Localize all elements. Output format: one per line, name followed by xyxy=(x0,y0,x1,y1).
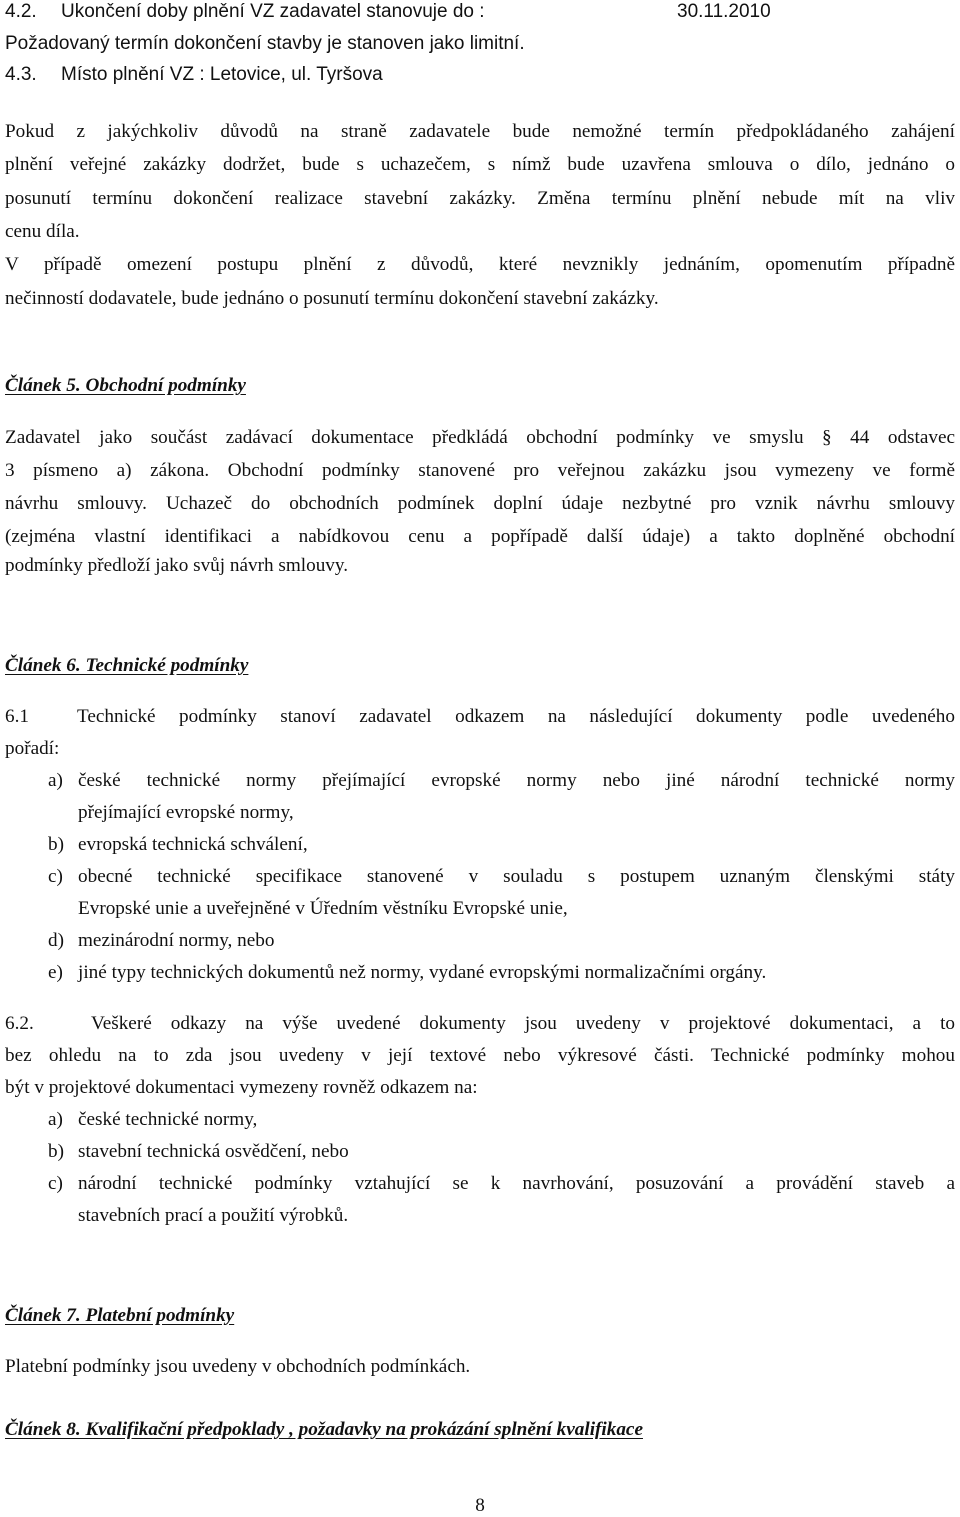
paragraph-line: Zadavatel jako součást zadávací dokumentace předkládá obchodní podmínky ve smyslu § 44 odstavec xyxy=(5,427,955,448)
section-6-2-number: 6.2. xyxy=(5,1013,34,1034)
paragraph-line: Platební podmínky jsou uvedeny v obchodních podmínkách. xyxy=(5,1356,471,1377)
section-4-2 xyxy=(5,0,771,24)
list-item-label: a) xyxy=(48,1109,63,1130)
list-item-text: jiné typy technických dokumentů než normy, vydané evropskými normalizačními orgány. xyxy=(78,962,767,983)
list-item-text: evropská technická schválení, xyxy=(78,834,308,855)
list-item-label: b) xyxy=(48,834,64,855)
section-4-3-number: 4.3. xyxy=(5,64,37,85)
paragraph-line: nečinností dodavatele, bude jednáno o posunutí termínu dokončení stavební zakázky. xyxy=(5,288,659,309)
paragraph-line: 3 písmeno a) zákona. Obchodní podmínky stanovené pro veřejnou zakázku jsou vymezeny ve formě xyxy=(5,460,955,481)
paragraph-line: bez ohledu na to zda jsou uvedeny v její textové nebo výkresové části. Technické podmínky mohou xyxy=(5,1045,955,1066)
paragraph-line: podmínky předloží jako svůj návrh smlouvy. xyxy=(5,555,349,576)
paragraph-line: (zejména vlastní identifikaci a nabídkovou cenu a popřípadě další údaje) a takto doplněné obchodní xyxy=(5,526,955,547)
list-item-label: c) xyxy=(48,866,63,887)
section-4-3 xyxy=(5,63,383,87)
section-4-2-text: Ukončení doby plnění VZ zadavatel stanovuje do : xyxy=(61,1,485,22)
section-4-2-date: 30.11.2010 xyxy=(677,1,771,22)
list-item-label: c) xyxy=(48,1173,63,1194)
list-item-label: b) xyxy=(48,1141,64,1162)
deadline-note: Požadovaný termín dokončení stavby je stanoven jako limitní. xyxy=(5,33,525,54)
heading-clanek-6: Článek 6. Technické podmínky xyxy=(5,655,249,676)
list-item-label: e) xyxy=(48,962,63,983)
heading-clanek-8: Článek 8. Kvalifikační předpoklady , požadavky na prokázání splnění kvalifikace xyxy=(5,1419,643,1440)
heading-clanek-7: Článek 7. Platební podmínky xyxy=(5,1305,235,1326)
list-item-continuation: Evropské unie a uveřejněné v Úředním věstníku Evropské unie, xyxy=(78,898,568,919)
page-number: 8 xyxy=(475,1495,485,1516)
list-item-continuation: přejímající evropské normy, xyxy=(78,802,294,823)
section-6-1-text: Technické podmínky stanoví zadavatel odkazem na následující dokumenty podle uvedeného xyxy=(77,706,955,727)
paragraph-line: posunutí termínu dokončení realizace stavební zakázky. Změna termínu plnění nebude mít na vliv xyxy=(5,188,955,209)
section-6-2 xyxy=(5,1012,955,1036)
section-6-1-number: 6.1 xyxy=(5,706,29,727)
paragraph-line: plnění veřejné zakázky dodržet, bude s uchazečem, s nímž bude uzavřena smlouva o dílo, jednáno o xyxy=(5,154,955,175)
paragraph-line: Pokud z jakýchkoliv důvodů na straně zadavatele bude nemožné termín předpokládaného zahájení xyxy=(5,121,955,142)
paragraph-line: být v projektové dokumentaci vymezeny rovněž odkazem na: xyxy=(5,1077,478,1098)
section-4-2-number: 4.2. xyxy=(5,1,37,22)
section-4-3-text: Místo plnění VZ : Letovice, ul. Tyršova xyxy=(61,64,383,85)
list-item-label: a) xyxy=(48,770,63,791)
paragraph-line: návrhu smlouvy. Uchazeč do obchodních podmínek doplní údaje nezbytné pro vznik návrhu smlouvy xyxy=(5,493,955,514)
section-6-2-text: Veškeré odkazy na výše uvedené dokumenty jsou uvedeny v projektové dokumentaci, a to xyxy=(91,1013,955,1034)
list-item-text: české technické normy, xyxy=(78,1109,258,1130)
paragraph-line: cenu díla. xyxy=(5,221,80,242)
list-item-text: stavební technická osvědčení, nebo xyxy=(78,1141,349,1162)
list-item-text: české technické normy přejímající evropské normy nebo jiné národní technické normy xyxy=(78,770,955,791)
list-item-text: mezinárodní normy, nebo xyxy=(78,930,275,951)
paragraph-line: V případě omezení postupu plnění z důvodů, které nevznikly jednáním, opomenutím případně xyxy=(5,254,955,275)
heading-clanek-5: Článek 5. Obchodní podmínky xyxy=(5,375,246,396)
list-item-label: d) xyxy=(48,930,64,951)
list-item-text: obecné technické specifikace stanovené v souladu s postupem uznaným členskými státy xyxy=(78,866,955,887)
section-6-1 xyxy=(5,705,955,729)
paragraph-line: pořadí: xyxy=(5,738,60,759)
list-item-continuation: stavebních prací a použití výrobků. xyxy=(78,1205,349,1226)
list-item-text: národní technické podmínky vztahující se k navrhování, posuzování a provádění staveb a xyxy=(78,1173,955,1194)
